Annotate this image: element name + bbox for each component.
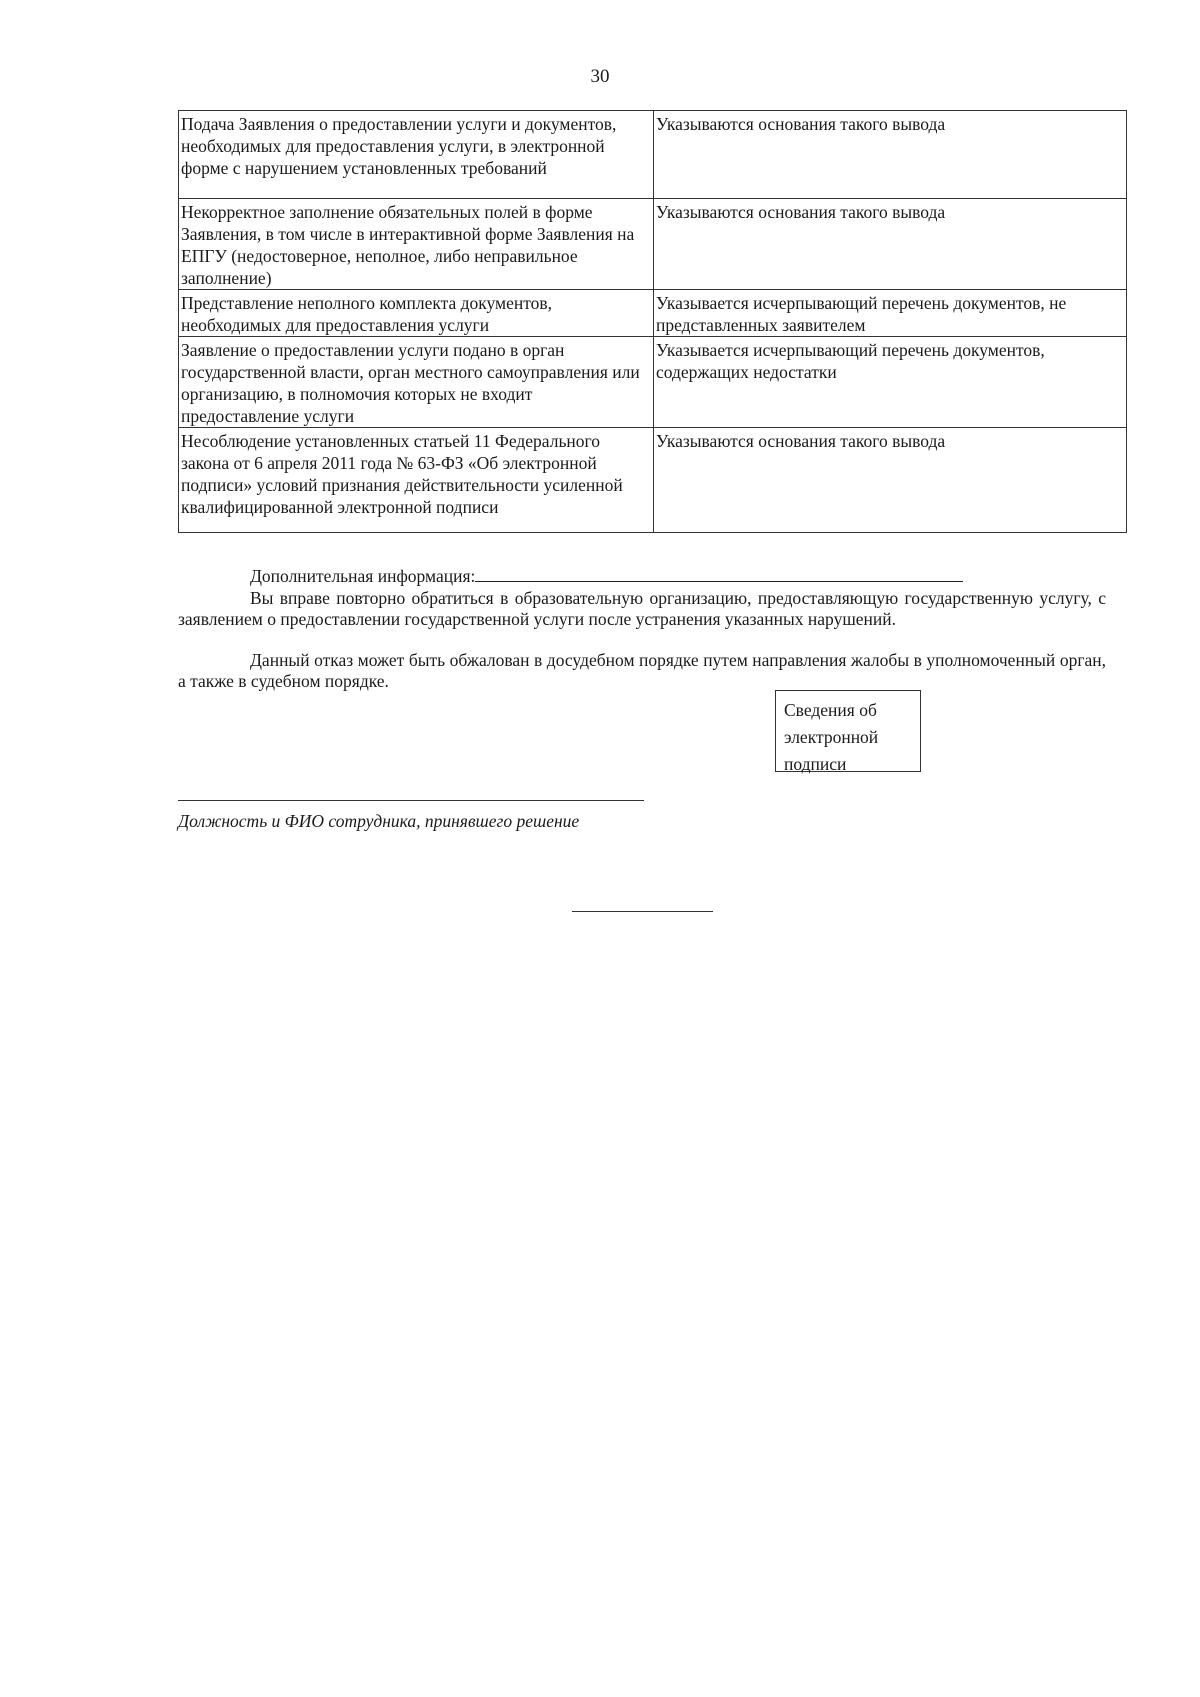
refusal-explanation-cell: Указываются основания такого вывода <box>654 199 1127 290</box>
reapply-paragraph: Вы вправе повторно обратиться в образовательную организацию, предоставляющую государственную услугу, с заявлением о предоставлении государственной услуги после устранения указанных нарушений. <box>178 588 1106 629</box>
table-row <box>179 337 1127 428</box>
refusal-explanation-cell: Указываются основания такого вывода <box>654 111 1127 199</box>
signature-box-line: электронной <box>784 727 879 747</box>
refusal-explanation-cell: Указываются основания такого вывода <box>654 428 1127 533</box>
refusal-reason-cell: Представление неполного комплекта документов, необходимых для предоставления услуги <box>179 290 654 337</box>
refusal-explanation-cell: Указывается исчерпывающий перечень документов, не представленных заявителем <box>654 290 1127 337</box>
additional-info-label: Дополнительная информация: <box>250 566 476 586</box>
refusal-reason-cell: Несоблюдение установленных статьей 11 Федерального закона от 6 апреля 2011 года № 63-ФЗ «Об электронной подписи» условий признания действительности усиленной квалифицированной электронной подписи <box>179 428 654 533</box>
additional-info <box>250 565 1010 587</box>
refusal-explanation-cell: Указывается исчерпывающий перечень документов, содержащих недостатки <box>654 337 1127 428</box>
table-row <box>179 111 1127 199</box>
page-number: 30 <box>590 66 610 87</box>
appeal-paragraph: Данный отказ может быть обжалован в досудебном порядке путем направления жалобы в уполномоченный орган, а также в судебном порядке. <box>178 650 1106 691</box>
table-row <box>179 199 1127 290</box>
end-divider <box>572 911 713 912</box>
table-row <box>179 290 1127 337</box>
refusal-reason-cell: Заявление о предоставлении услуги подано в орган государственной власти, орган местного самоуправления или организацию, в полномочия которых не входит предоставление услуги <box>179 337 654 428</box>
refusal-reason-cell: Некорректное заполнение обязательных полей в форме Заявления, в том числе в интерактивной форме Заявления на ЕПГУ (недостоверное, неполное, либо неправильное заполнение) <box>179 199 654 290</box>
official-caption: Должность и ФИО сотрудника, принявшего решение <box>178 811 580 831</box>
refusal-reason-cell: Подача Заявления о предоставлении услуги и документов, необходимых для предоставления услуги, в электронной форме с нарушением установленных требований <box>179 111 654 199</box>
table-row <box>179 428 1127 533</box>
official-signature-line <box>178 800 644 801</box>
signature-box-line: подписи <box>784 754 847 774</box>
signature-box-line: Сведения об <box>784 700 877 720</box>
additional-info-fill-line <box>475 565 963 582</box>
refusal-grounds-table <box>178 110 1127 533</box>
electronic-signature-box <box>775 690 921 772</box>
